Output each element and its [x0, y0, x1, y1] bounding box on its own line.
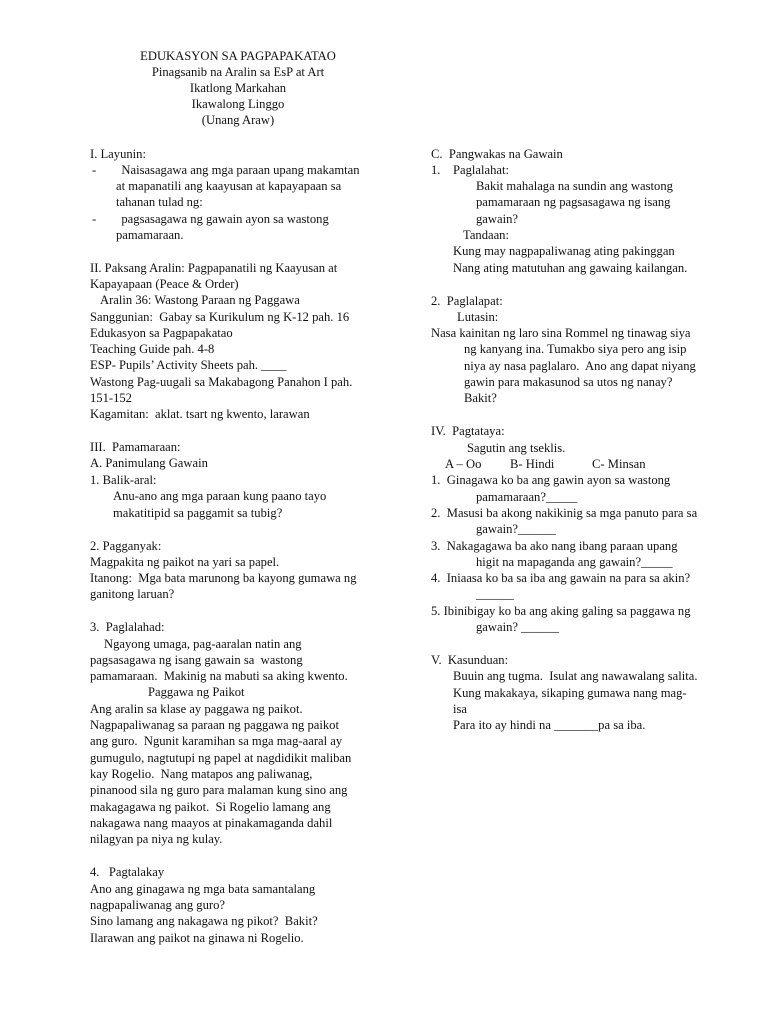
- question-3: 3. Nakagagawa ba ako nang ibang paraan upang: [431, 539, 678, 553]
- pagtalakay-line: Ilarawan ang paikot na ginawa ni Rogelio.: [90, 931, 304, 945]
- question-4-line: ______: [476, 587, 514, 601]
- layunin-item-line: at mapanatili ang kaayusan at kapayapaan sa: [116, 179, 342, 193]
- question-3-line: higit na mapaganda ang gawain?_____: [476, 555, 673, 569]
- pagtalakay-heading: 4. Pagtalakay: [90, 865, 165, 879]
- option-c: C- Minsan: [592, 457, 646, 471]
- paglalahad-line: pagsasagawa ng isang gawain sa wastong: [90, 653, 303, 667]
- document-subtitle: Pinagsanib na Aralin sa EsP at Art: [151, 65, 325, 79]
- paksang-aralin-heading: II. Paksang Aralin: Pagpapanatili ng Kaayusan at: [90, 261, 338, 275]
- question-2: 2. Masusi ba akong nakikinig sa mga panuto para sa: [431, 506, 698, 520]
- paglalahad-line: Ngayong umaga, pag-aaralan natin ang: [104, 637, 302, 651]
- kasunduan-heading: V. Kasunduan:: [431, 653, 509, 667]
- kasunduan-line: Kung makakaya, sikaping gumawa nang mag-: [453, 686, 687, 700]
- story-line: makagagawa ng paikot. Si Rogelio lamang ang: [90, 800, 331, 814]
- paglalapat-line: ng kanyang ina. Tumakbo siya pero ang isip: [464, 342, 687, 356]
- pagtataya-heading: IV. Pagtataya:: [431, 424, 505, 438]
- option-b: B- Hindi: [510, 457, 555, 471]
- question-1-line: pamamaraan?_____: [476, 490, 578, 504]
- pagtataya-instruction: Sagutin ang tseklis.: [467, 441, 566, 455]
- pagganyak-line: Itanong: Mga bata marunong ba kayong gumawa ng: [90, 571, 357, 585]
- pangwakas-heading: C. Pangwakas na Gawain: [431, 147, 563, 161]
- paglalapat-line: gawin para makasunod sa utos ng nanay?: [464, 375, 673, 389]
- story-title: Paggawa ng Paikot: [148, 685, 245, 699]
- pagtalakay-line: nagpapaliwanag ang guro?: [90, 898, 225, 912]
- paglalapat-heading: 2. Paglalapat:: [431, 294, 503, 308]
- balik-aral-line: Anu-ano ang mga paraan kung paano tayo: [113, 489, 327, 503]
- question-5: 5. Ibinibigay ko ba ang aking galing sa paggawa ng: [431, 604, 691, 618]
- pagtalakay-line: Ano ang ginagawa ng mga bata samantalang: [90, 882, 316, 896]
- layunin-item: - Naisasagawa ang mga paraan upang makamtan: [92, 163, 360, 177]
- sanggunian-line: Sanggunian: Gabay sa Kurikulum ng K-12 pah. 16: [90, 310, 350, 324]
- pagganyak-heading: 2. Pagganyak:: [90, 539, 162, 553]
- story-line: pinanood sila ng guro para malaman kung sino ang: [90, 783, 348, 797]
- pagganyak-line: ganitong laruan?: [90, 587, 175, 601]
- question-4: 4. Iniaasa ko ba sa iba ang gawain na para sa akin?: [431, 571, 691, 585]
- kagamitan-line: Kagamitan: aklat. tsart ng kwento, larawan: [90, 407, 310, 421]
- aralin-title: Aralin 36: Wastong Paraan ng Paggawa: [100, 293, 300, 307]
- story-line: Ang aralin sa klase ay paggawa ng paikot.: [90, 702, 303, 716]
- paglalahat-line: Bakit mahalaga na sundin ang wastong: [476, 179, 673, 193]
- kasunduan-line: isa: [453, 702, 467, 716]
- panimulang-gawain-heading: A. Panimulang Gawain: [90, 456, 208, 470]
- layunin-item: - pagsasagawa ng gawain ayon sa wastong: [92, 212, 329, 226]
- sanggunian-line: 151-152: [90, 391, 132, 405]
- story-line: ang guro. Ngunit karamihan sa mga mag-aaral ay: [90, 734, 343, 748]
- pagganyak-line: Magpakita ng paikot na yari sa papel.: [90, 555, 280, 569]
- story-line: gumugulo, nagtutupi ng papel at nagdidikit maliban: [90, 751, 352, 765]
- lutasin-label: Lutasin:: [457, 310, 499, 324]
- paglalapat-line: niya ay nasa paglalaro. Ano ang dapat niyang: [464, 359, 696, 373]
- layunin-item-line: pamamaraan.: [116, 228, 184, 242]
- paglalahad-line: pamamaraan. Makinig na mabuti sa aking kwento.: [90, 669, 348, 683]
- balik-aral-heading: 1. Balik-aral:: [90, 473, 157, 487]
- story-line: kay Rogelio. Nang matapos ang paliwanag,: [90, 767, 313, 781]
- layunin-item-line: tahanan tulad ng:: [116, 195, 203, 209]
- paksang-aralin-line: Kapayapaan (Peace & Order): [90, 277, 239, 291]
- sanggunian-line: Teaching Guide pah. 4-8: [90, 342, 215, 356]
- kasunduan-line: Buuin ang tugma. Isulat ang nawawalang salita.: [453, 669, 698, 683]
- option-a: A – Oo: [445, 457, 482, 471]
- pamamaraan-heading: III. Pamamaraan:: [90, 440, 181, 454]
- sanggunian-line: Edukasyon sa Pagpapakatao: [90, 326, 233, 340]
- story-line: Nagpapaliwanag sa paraan ng paggawa ng paikot: [90, 718, 339, 732]
- paglalahat-line: gawain?: [476, 212, 518, 226]
- question-5-line: gawain? ______: [476, 620, 559, 634]
- paglalapat-line: Nasa kainitan ng laro sina Rommel ng tinawag siya: [431, 326, 691, 340]
- pagtalakay-line: Sino lamang ang nakagawa ng pikot? Bakit?: [90, 914, 318, 928]
- question-1: 1. Ginagawa ko ba ang gawin ayon sa wastong: [431, 473, 671, 487]
- story-line: nilagyan pa niya ng kulay.: [90, 832, 223, 846]
- question-2-line: gawain?______: [476, 522, 556, 536]
- balik-aral-line: makatitipid sa paggamit sa tubig?: [113, 506, 283, 520]
- document-day: (Unang Araw): [201, 113, 275, 127]
- layunin-heading: I. Layunin:: [90, 147, 146, 161]
- paglalahat-heading: 1. Paglalahat:: [431, 163, 509, 177]
- kasunduan-line: Para ito ay hindi na _______pa sa iba.: [453, 718, 646, 732]
- paglalahad-heading: 3. Paglalahad:: [90, 620, 165, 634]
- document-week: Ikawalong Linggo: [191, 97, 285, 111]
- story-line: nakagawa nang maayos at pinakamaganda dahil: [90, 816, 333, 830]
- tandaan-line: Nang ating matutuhan ang gawaing kailangan.: [453, 261, 688, 275]
- sanggunian-line: ESP- Pupils’ Activity Sheets pah. ____: [90, 358, 287, 372]
- sanggunian-line: Wastong Pag-uugali sa Makabagong Panahon I pah.: [90, 375, 353, 389]
- tandaan-line: Kung may nagpapaliwanag ating pakinggan: [453, 244, 675, 258]
- paglalahat-line: pamamaraan ng pagsasagawa ng isang: [476, 195, 671, 209]
- document-title: EDUKASYON SA PAGPAPAKATAO: [140, 49, 336, 63]
- paglalapat-line: Bakit?: [464, 391, 497, 405]
- document-quarter: Ikatlong Markahan: [189, 81, 287, 95]
- tandaan-label: Tandaan:: [463, 228, 509, 242]
